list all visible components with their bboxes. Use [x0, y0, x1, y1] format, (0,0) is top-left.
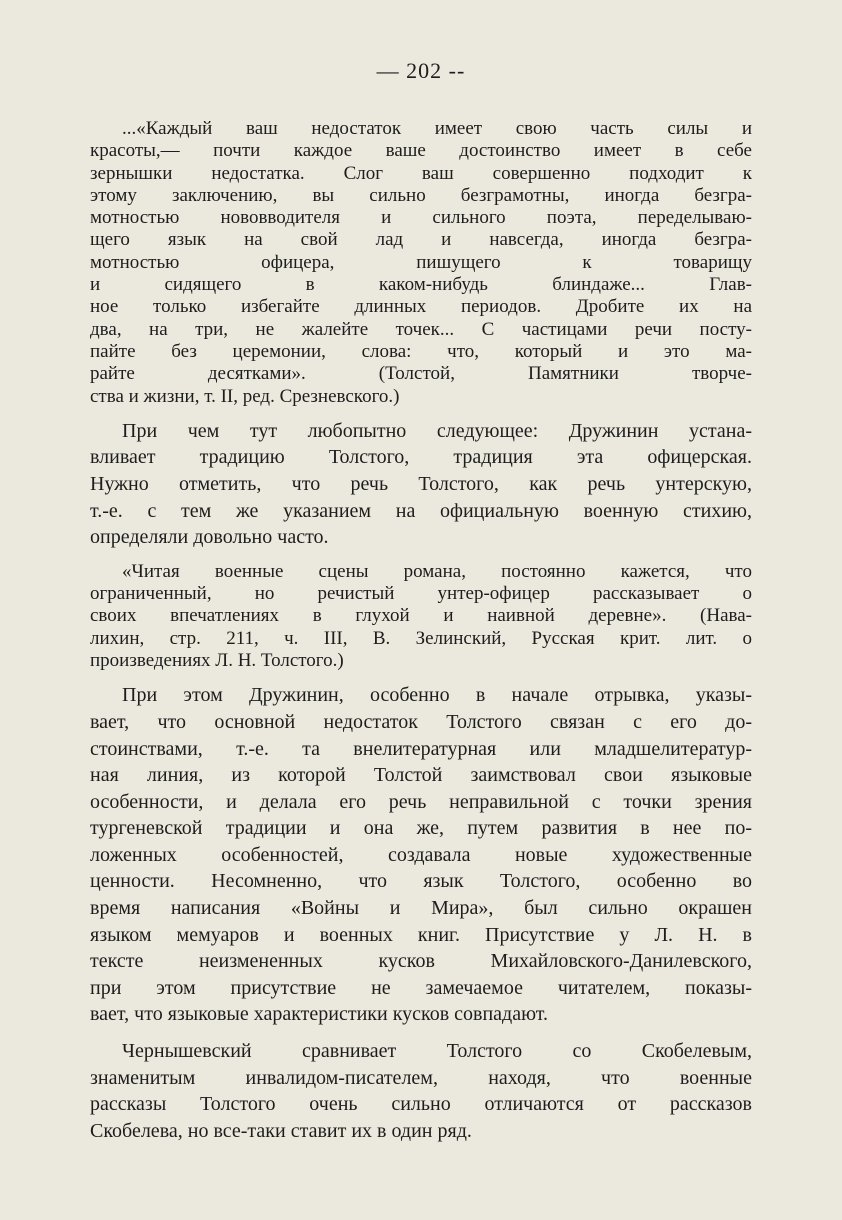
body-paragraph	[90, 1038, 752, 1144]
text-line: стоинствами, т.-е. та внелитературная или младшелитератур-	[90, 737, 752, 760]
text-line: особенности, и делала его речь неправильной с точки зрения	[90, 790, 752, 813]
text-line: языком мемуаров и военных книг. Присутствие у Л. Н. в	[90, 923, 752, 946]
page-body	[90, 118, 752, 1154]
text-line: ложенных особенностей, создавала новые художественные	[90, 843, 752, 866]
text-line: щего язык на свой лад и навсегда, иногда безгра-	[90, 229, 752, 251]
text-line: тексте неизмененных кусков Михайловского-Данилевского,	[90, 950, 752, 973]
text-line: ства и жизни, т. II, ред. Срезневского.)	[90, 385, 400, 407]
text-line: и сидящего в каком-нибудь блиндаже... Глав-	[90, 274, 752, 296]
text-line: время написания «Войны и Мира», был сильно окрашен	[90, 897, 752, 920]
page-number: — 202 --	[376, 58, 466, 83]
text-line: знаменитым инвалидом-писателем, находя, что военные	[90, 1066, 752, 1089]
text-line: вает, что языковые характеристики кусков совпадают.	[90, 1003, 549, 1026]
text-line: ...«Каждый ваш недостаток имеет свою часть силы и	[122, 118, 752, 139]
text-line: определяли довольно часто.	[90, 526, 329, 549]
text-line: этому заключению, вы сильно безграмотны, иногда безгра-	[90, 184, 752, 206]
text-line: ограниченный, но речистый унтер-офицер рассказывает о	[90, 583, 752, 605]
text-line: при этом присутствие не замечаемое читателем, показы-	[90, 976, 752, 999]
text-line: тургеневской традиции и она же, путем развития в нее по-	[90, 817, 752, 840]
text-line: пайте без церемонии, слова: что, который и это ма-	[90, 340, 752, 362]
text-line: Нужно отметить, что речь Толстого, как речь унтерскую,	[90, 473, 752, 496]
text-line: вает, что основной недостаток Толстого связан с его до-	[90, 710, 752, 733]
text-line: зернышки недостатка. Слог ваш совершенно подходит к	[90, 162, 752, 184]
text-line: два, на три, не жалейте точек... С частицами речи посту-	[90, 318, 752, 340]
text-line: Чернышевский сравнивает Толстого со Скобелевым,	[122, 1040, 752, 1063]
text-line: рассказы Толстого очень сильно отличаются от рассказов	[90, 1093, 752, 1116]
text-line: мотностью нововводителя и сильного поэта, переделываю-	[90, 207, 752, 229]
text-line: ная линия, из которой Толстой заимствовал свои языковые	[90, 764, 752, 787]
body-paragraph	[90, 418, 752, 551]
text-line: мотностью офицера, пишущего к товарищу	[90, 251, 752, 273]
text-line: райте десятками». (Толстой, Памятники творче-	[90, 363, 752, 385]
text-line: лихин, стр. 211, ч. III, В. Зелинский, Русская крит. лит. о	[90, 627, 752, 649]
text-line: своих впечатлениях в глухой и наивной деревне». (Нава-	[90, 605, 752, 627]
quote-paragraph	[90, 561, 752, 672]
text-line: произведениях Л. Н. Толстого.)	[90, 650, 344, 672]
body-paragraph	[90, 682, 752, 1028]
text-line: При этом Дружинин, особенно в начале отрывка, указы-	[122, 684, 752, 707]
text-line: При чем тут любопытно следующее: Дружинин устана-	[122, 419, 752, 442]
text-line: ценности. Несомненно, что язык Толстого, особенно во	[90, 870, 752, 893]
text-line: красоты,— почти каждое ваше достоинство имеет в себе	[90, 140, 752, 162]
text-line: Скобелева, но все-таки ставит их в один ряд.	[90, 1119, 472, 1142]
text-line: ное только избегайте длинных периодов. Дробите их на	[90, 296, 752, 318]
text-line: «Читая военные сцены романа, постоянно кажется, что	[122, 560, 752, 582]
text-line: т.-е. с тем же указанием на официальную военную стихию,	[90, 499, 752, 522]
text-line: вливает традицию Толстого, традиция эта офицерская.	[90, 446, 752, 469]
quote-paragraph	[90, 118, 752, 408]
